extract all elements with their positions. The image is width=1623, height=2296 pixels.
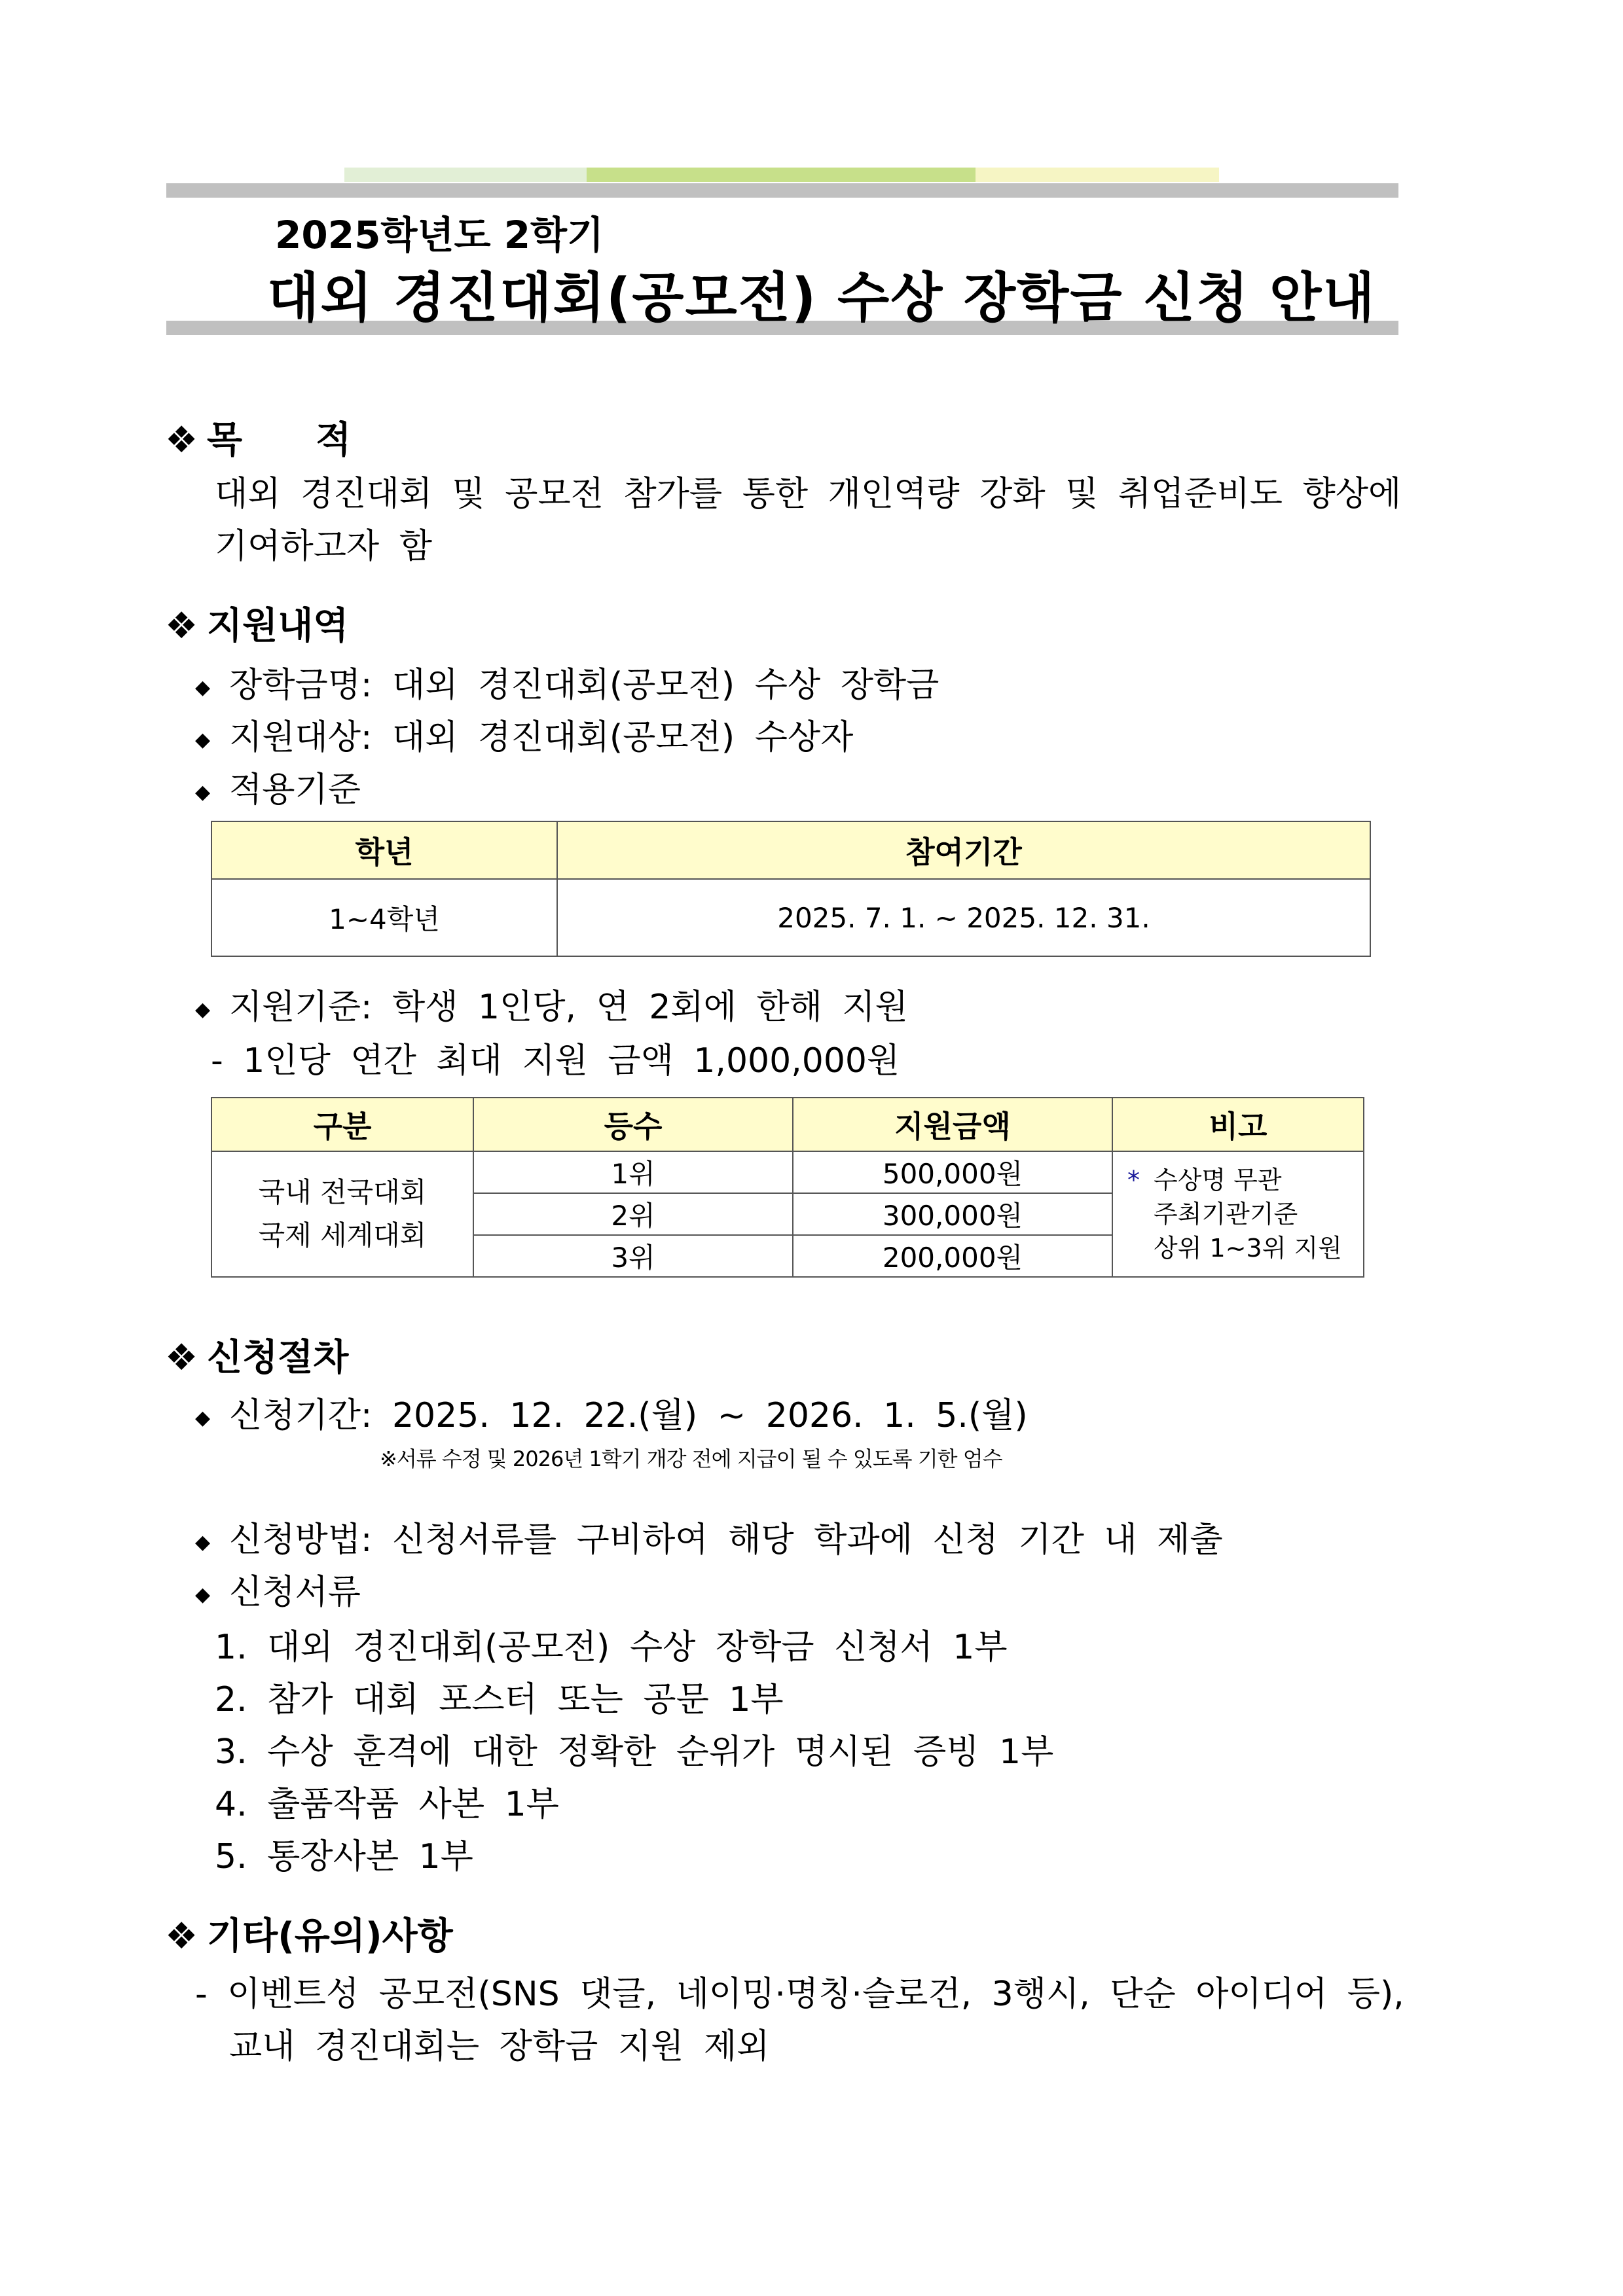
amount-table-remark [1112,1151,1364,1277]
purpose-line-1: 대외 경진대회 및 공모전 참가를 통한 개인역량 강화 및 취업준비도 향상에 [215,475,1402,514]
document-item: 5. 통장사본 1부 [215,1837,473,1876]
bullet-text: 적용기준 [229,770,361,810]
notes-line-2: 교내 경진대회는 장학금 지원 제외 [229,2027,770,2066]
amount-table-amount: 200,000원 [793,1235,1112,1277]
period-table [211,821,1371,957]
purpose-line-2: 기여하고자 함 [215,527,432,566]
asterisk-icon: * [1127,1166,1140,1194]
bullet-application-documents [195,1564,361,1613]
diamond-icon: ❖ [165,605,198,647]
bullet-scholarship-name [195,657,939,706]
amount-table-category [211,1151,473,1277]
bullet-target [195,709,853,759]
bullet-support-criteria [195,979,908,1028]
period-table-header-period: 참여기간 [557,821,1370,879]
section-procedure-heading [165,1329,348,1381]
remark-line: 상위 1~3위 지원 [1154,1234,1342,1263]
document-item: 3. 수상 훈격에 대한 정확한 순위가 명시된 증빙 1부 [215,1732,1054,1772]
bullet-icon: ◆ [195,1583,211,1606]
period-table-period: 2025. 7. 1. ~ 2025. 12. 31. [557,879,1370,956]
document-subtitle: 2025학년도 2학기 [275,213,604,257]
amount-table-amount: 500,000원 [793,1151,1112,1193]
document-item: 1. 대외 경진대회(공모전) 수상 장학금 신청서 1부 [215,1628,1008,1667]
amount-table-rank: 1위 [473,1151,793,1193]
section-purpose-heading [165,411,351,463]
support-max-amount: - 1인당 연간 최대 지원 금액 1,000,000원 [211,1041,900,1081]
bullet-text: 신청서류 [229,1573,361,1612]
diamond-icon: ❖ [165,1915,198,1958]
bullet-icon: ◆ [195,1530,211,1554]
amount-table-header-remark: 비고 [1112,1098,1364,1151]
bullet-text: 장학금명: 대외 경진대회(공모전) 수상 장학금 [229,666,939,705]
period-table-grade: 1~4학년 [211,879,557,956]
bullet-icon: ◆ [195,1406,211,1429]
bullet-text: 지원기준: 학생 1인당, 연 2회에 한해 지원 [229,988,908,1027]
bullet-icon: ◆ [195,997,211,1021]
section-heading-text: 신청절차 [207,1336,349,1379]
section-heading-text: 지원내역 [207,605,349,647]
amount-table-header-category: 구분 [211,1098,473,1151]
section-notes-heading [165,1907,453,1960]
document-item: 4. 출품작품 사본 1부 [215,1785,559,1824]
document-item: 2. 참가 대회 포스터 또는 공문 1부 [215,1680,784,1719]
bullet-application-method [195,1512,1223,1561]
section-heading-text: 목 적 [207,419,352,461]
period-table-header-grade: 학년 [211,821,557,879]
bullet-icon: ◆ [195,675,211,699]
header-accent-yellow [976,168,1219,182]
amount-table [211,1097,1364,1278]
bullet-criteria-label [195,762,361,811]
application-period-note: ※서류 수정 및 2026년 1학기 개강 전에 지급이 될 수 있도록 기한 엄수 [380,1446,1002,1471]
notes-line-1: - 이벤트성 공모전(SNS 댓글, 네이밍·명칭·슬로건, 3행시, 단순 아이디어 등), [195,1975,1404,2014]
bullet-text: 신청방법: 신청서류를 구비하여 해당 학과에 신청 기간 내 제출 [229,1520,1223,1560]
amount-table-header-rank: 등수 [473,1098,793,1151]
amount-table-rank: 3위 [473,1235,793,1277]
category-line: 국제 세계대회 [258,1219,427,1251]
header-top-rule [166,183,1398,198]
header-accent-light-green [344,168,587,182]
section-heading-text: 기타(유의)사항 [207,1915,453,1958]
bullet-icon: ◆ [195,728,211,751]
document-title: 대외 경진대회(공모전) 수상 장학금 신청 안내 [267,267,1376,329]
bullet-application-period [195,1388,1028,1437]
bullet-icon: ◆ [195,780,211,804]
amount-table-header-amount: 지원금액 [793,1098,1112,1151]
remark-line: 주최기관기준 [1154,1200,1298,1229]
bullet-text: 신청기간: 2025. 12. 22.(월) ~ 2026. 1. 5.(월) [229,1396,1028,1435]
diamond-icon: ❖ [165,1336,198,1379]
header-accent-green [587,168,976,182]
remark-line: 수상명 무관 [1154,1166,1282,1194]
bullet-text: 지원대상: 대외 경진대회(공모전) 수상자 [229,718,854,757]
section-support-heading [165,597,348,649]
amount-table-rank: 2위 [473,1193,793,1235]
diamond-icon: ❖ [165,419,198,461]
category-line: 국내 전국대회 [258,1176,427,1208]
amount-table-amount: 300,000원 [793,1193,1112,1235]
